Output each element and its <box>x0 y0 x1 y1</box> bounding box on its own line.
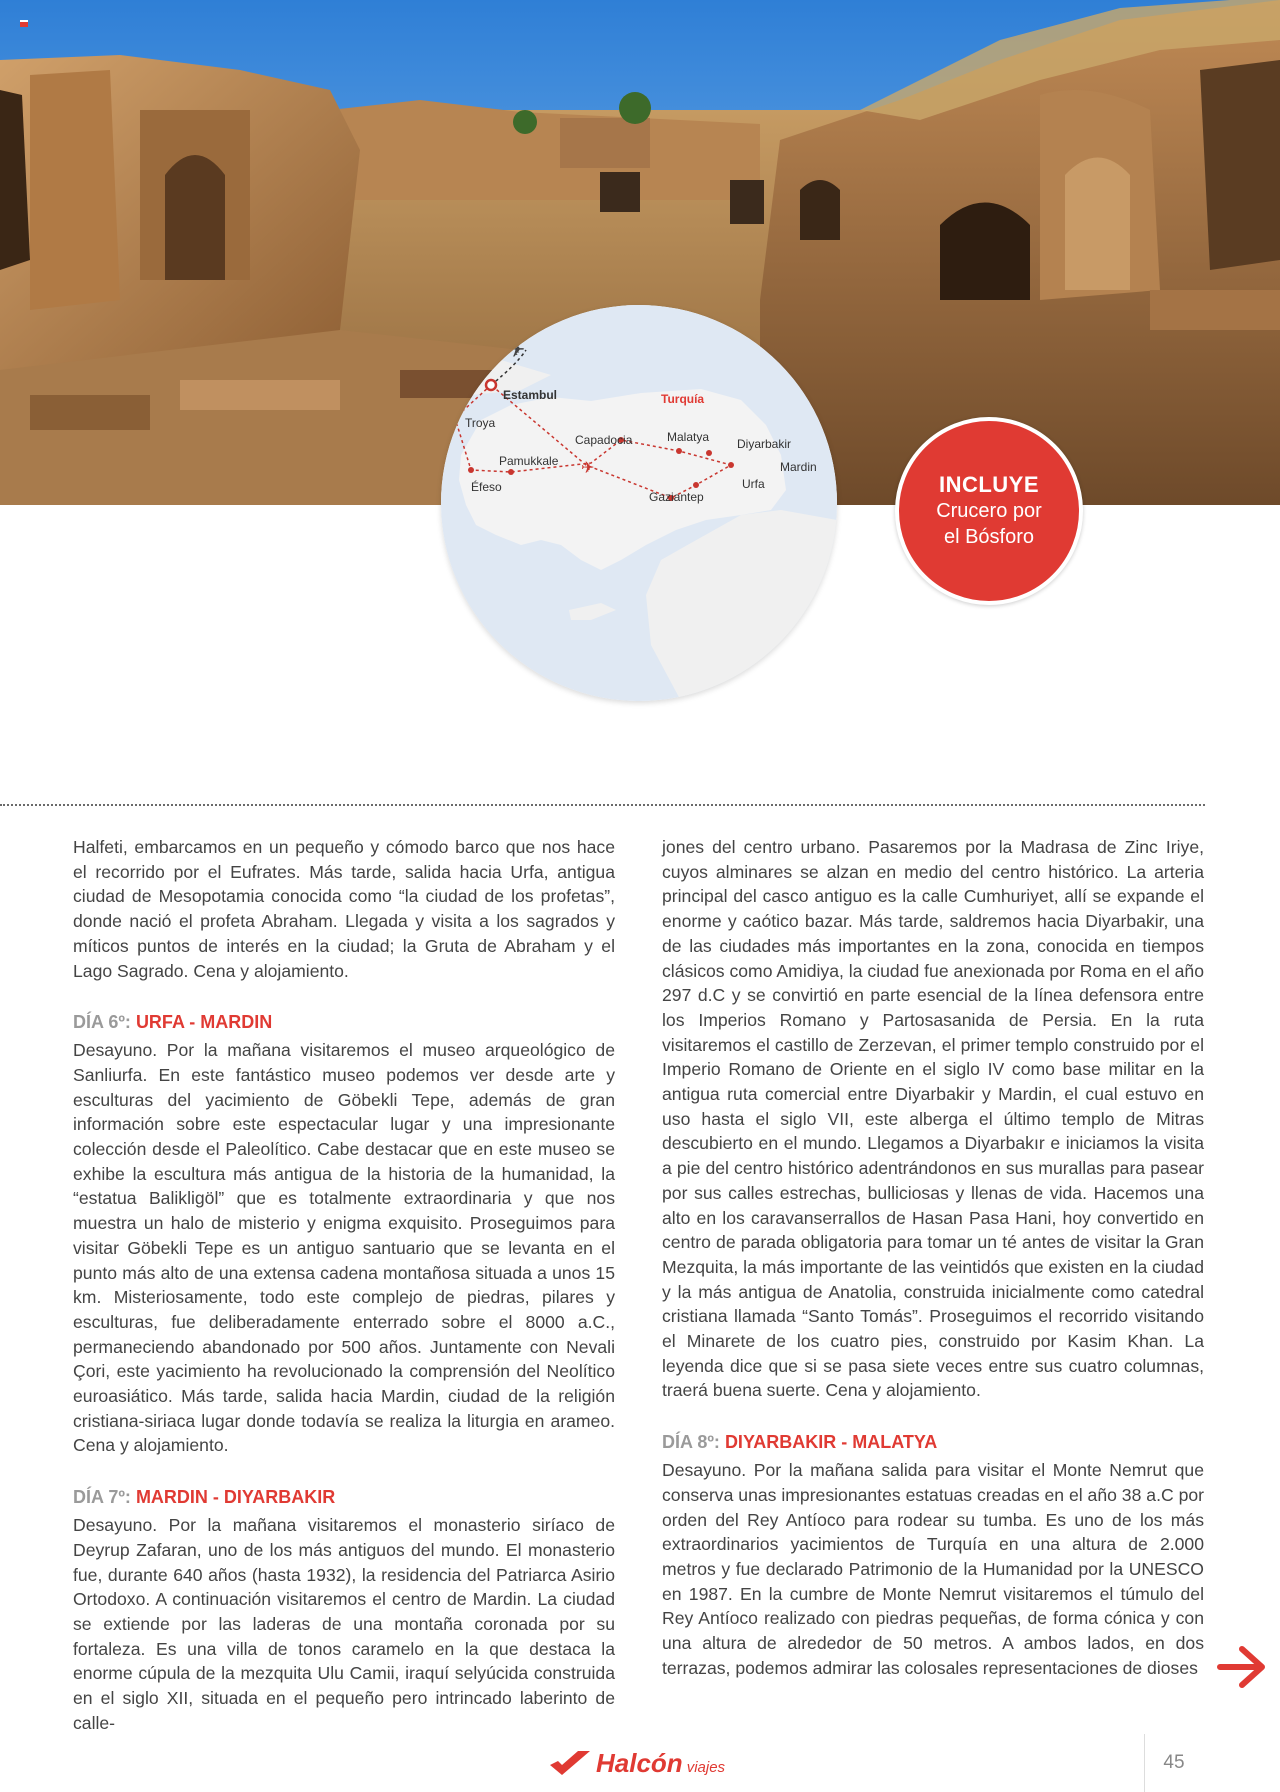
left-column <box>73 835 615 1736</box>
day7-route: MARDIN - DIYARBAKIR <box>135 1487 336 1508</box>
city-troya: Troya <box>465 416 496 430</box>
day6-heading <box>73 1010 615 1034</box>
day6-text: Desayuno. Por la mañana visitaremos el museo arqueológico de Sanliurfa. En este fantástico museo podemos ver desde arte y esculturas del yacimiento de Göbekli Tepe, además de gran información sobre este espectacular lugar y una impresionante colección desde el Paleolítico. Cabe destacar que en este museo se exhibe la escultura más antigua de la historia de la humanidad, la “estatua Balikligöl” que es totalmente extraordinaria y que nos muestra un halo de misterio y enigma exquisito. Proseguimos para visitar Göbekli Tepe es un antiguo santuario que se levanta en el punto más alto de una extensa cadena montañosa situada a unos 15 km. Misteriosamente, todo este complejo de piedras, pilares y esculturas, fue deliberadamente enterrado sobre el 8000 a.C., permaneciendo abandonado por 500 años. Juntamente con Nevali Çori, este yacimiento ha revolucionado la comprensión del Neolítico euroasiático. Más tarde, salida hacia Mardin, ciudad de la religión cristiana-siriaca lugar donde todavía se realiza la liturgia en arameo. Cena y alojamiento. <box>73 1040 615 1456</box>
day7-text: Desayuno. Por la mañana visitaremos el monasterio siríaco de Deyrup Zafaran, uno de los más antiguos del mundo. El monasterio fue, durante 640 años (hasta 1932), la residencia del Patriarca Asirio Ortodoxo. A continuación visitaremos el centro de Mardin. La ciudad se extiende por las laderas de una montaña coronada por su fortaleza. Es una villa de tonos caramelo en la que destaca la enorme cúpula de la mezquita Ulu Camii, iraquí selyúcida construida en el siglo XII, situada en el pequeño pero intrincado laberinto de calle- <box>73 1515 615 1733</box>
next-page-arrow-icon[interactable] <box>1216 1643 1268 1691</box>
flag-icon <box>20 20 28 27</box>
day6-label: DÍA 6º: <box>73 1012 131 1033</box>
day8-label: DÍA 8º: <box>662 1432 720 1453</box>
city-diyarbakir: Diyarbakir <box>737 437 792 451</box>
city-efeso: Éfeso <box>471 480 502 494</box>
city-estambul: Estambul <box>503 388 558 402</box>
dotted-divider <box>0 804 1205 806</box>
badge-line1: Crucero por <box>936 500 1042 522</box>
day7-label: DÍA 7º: <box>73 1487 131 1508</box>
plane-icon: ✈ <box>507 338 526 363</box>
halcon-logo <box>548 1748 725 1779</box>
city-gaziantep: Gaziantep <box>649 490 704 504</box>
city-pamukkale: Pamukkale <box>499 454 559 468</box>
route-map <box>441 305 837 701</box>
brand-sub: viajes <box>686 1759 726 1776</box>
intro-paragraph: Halfeti, embarcamos en un pequeño y cómodo barco que nos hace el recorrido por el Eufrates. Más tarde, salida hacia Urfa, antigua ciudad de Mesopotamia conocida como “la ciudad de los profetas”, donde nació el profeta Abraham. Llegada y visita a los sagrados y míticos puntos de interés en la ciudad; la Gruta de Abraham y el Lago Sagrado. Cena y alojamiento. <box>73 837 615 981</box>
badge-title: INCLUYE <box>938 472 1040 497</box>
city-capadocia: Capadocia <box>575 433 633 447</box>
continuation-paragraph: jones del centro urbano. Pasaremos por la Madrasa de Zinc Iriye, cuyos alminares se alzan en medio del centro histórico. La arteria principal del casco antiguo es la calle Cumhuriyet, allí se expande el enorme y caótico bazar. Más tarde, saldremos hacia Diyarbakir, una de las ciudades más importantes en la zona, conocida en tiempos clásicos como Amidiya, la ciudad fue anexionada por Roma en el año 297 d.C y se convirtió en parte esencial de la línea defensora entre los Imperios Romano y Partosasanida de Persia. En la ruta visitaremos el castillo de Zerzevan, el primer templo construido por el Imperio Romano de Oriente en el siglo IV como base militar en la antigua ruta comercial entre Diyarbakir y Mardin, el cual estuvo en uso hasta el siglo VII, este alberga el último templo de Mitras descubierto en el mundo. Llegamos a Diyarbakır e iniciamos la visita a pie del centro histórico adentrándonos en sus murallas para pasear por sus calles estrechas, bulliciosas y llenas de vida. Hacemos una alto en los caravanserrallos de Hasan Pasa Hani, hoy convertido en centro de parada obligatoria para tomar un té antes de visitar la Gran Mezquita, la más importante de las veintidós que existen en la ciudad y la más antigua de Anatolia, construida inicialmente como catedral cristiana llamada “Santo Tomás”. Proseguimos el recorrido visitando el Minarete de los cuatro pies, construido por Kasim Khan. La leyenda dice que si se pasa siete veces entre sus cuatro columnas, traerá buena suerte. Cena y alojamiento. <box>662 837 1204 1401</box>
city-malatya: Malatya <box>667 430 710 444</box>
badge-line2: el Bósforo <box>943 526 1035 548</box>
day6-route: URFA - MARDIN <box>135 1012 273 1033</box>
day8-route: DIYARBAKIR - MALATYA <box>724 1432 938 1453</box>
brand-name: Halcón <box>596 1748 683 1778</box>
city-urfa: Urfa <box>742 477 765 491</box>
halcon-check-icon <box>548 1749 592 1779</box>
day7-heading <box>73 1485 615 1509</box>
day8-heading <box>662 1430 1204 1454</box>
right-column <box>662 835 1204 1681</box>
page-number: 45 <box>1144 1734 1203 1792</box>
includes-badge <box>895 417 1083 605</box>
plane-icon: ✈ <box>581 458 595 477</box>
country-label: Turquía <box>661 392 705 406</box>
city-mardin: Mardin <box>780 460 817 474</box>
day8-text: Desayuno. Por la mañana salida para visitar el Monte Nemrut que conserva unas impresionantes estatuas creadas en el año 38 a.C por orden del Rey Antíoco para rodear su tumba. Es uno de los más extraordinarios yacimientos de Turquía en una altura de 2.000 metros y fue declarado Patrimonio de la Humanidad por la UNESCO en 1987. En la cumbre de Monte Nemrut visitaremos el túmulo del Rey Antíoco realizado con piedras pequeñas, de forma cónica y con una altura de alrededor de 50 metros. A ambos lados, en dos terrazas, podemos admirar las colosales representaciones de dioses <box>662 1460 1204 1678</box>
